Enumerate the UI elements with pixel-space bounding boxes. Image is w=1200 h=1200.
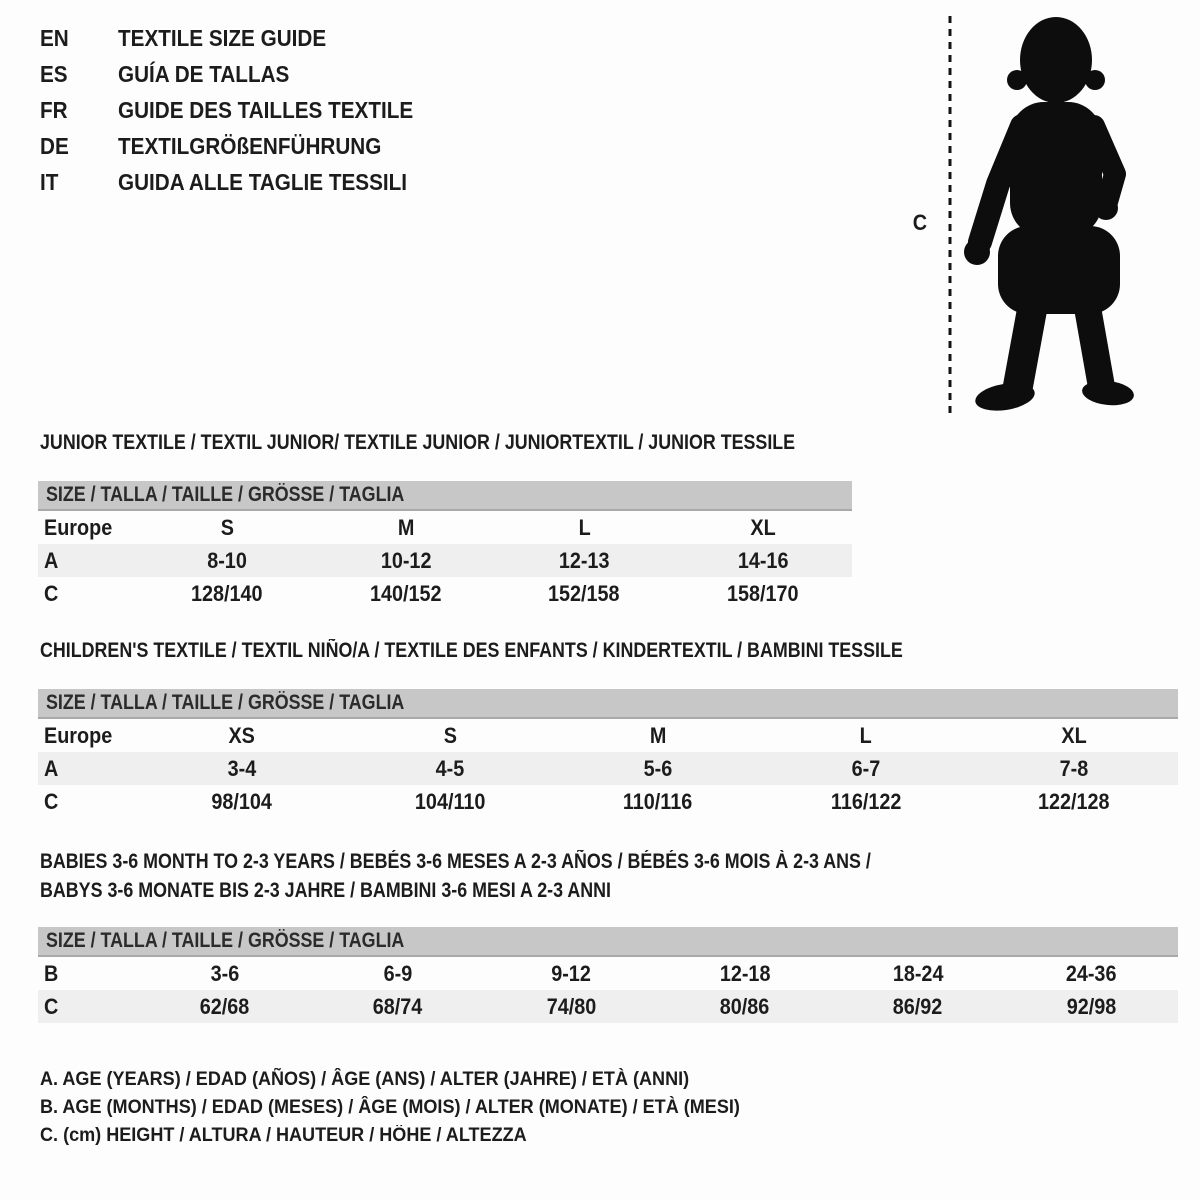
cell-text: Europe [44,722,113,748]
cell-text: M [649,722,667,748]
cell-text: 74/80 [546,993,597,1019]
table-cell [970,789,1178,815]
table-cell [674,548,853,574]
cell-text: 24-36 [1065,960,1117,986]
language-code: FR [40,96,68,123]
table-cell [346,789,554,815]
legend-line-b [40,1094,777,1122]
table-cell [138,515,317,541]
babies-section-title-line1 [40,850,1018,874]
language-code: DE [40,132,69,159]
table-cell [346,723,554,749]
table-row-months [38,957,1178,990]
row-label [38,756,138,782]
legend-text: A. AGE (YEARS) / EDAD (AÑOS) / ÂGE (ANS) / ALTER (JAHRE) / ETÀ (ANNI) [40,1069,690,1090]
table-cell [485,961,658,987]
table-cell [138,961,311,987]
table-row-height [38,990,1178,1023]
row-label [38,515,138,541]
cell-text: 3-6 [210,960,239,986]
cell-text: 158/170 [726,580,799,606]
children-size-table [38,689,1178,818]
language-code: EN [40,24,69,51]
table-cell [311,994,484,1020]
table-cell [554,756,762,782]
cell-text: XS [228,722,256,748]
cell-text: 6-9 [383,960,413,986]
table-cell [317,581,496,607]
language-row-en [40,20,446,56]
language-title: GUIDA ALLE TAGLIE TESSILI [118,168,408,195]
cell-text: 6-7 [851,755,881,781]
language-title: TEXTILGRÖßENFÜHRUNG [118,132,382,159]
cell-text: 8-10 [207,547,248,573]
cell-text: 5-6 [643,755,673,781]
legend-text: B. AGE (MONTHS) / EDAD (MESES) / ÂGE (MOIS) / ALTER (MONATE) / ETÀ (MESI) [40,1097,740,1118]
cell-text: 104/110 [414,788,486,814]
table-cell [138,723,346,749]
babies-section-title-line2 [40,879,712,903]
children-title-text: CHILDREN'S TEXTILE / TEXTIL NIÑO/A / TEXTILE DES ENFANTS / KINDERTEXTIL / BAMBINI TESSILE [40,639,903,662]
table-cell [554,723,762,749]
cell-text: XL [750,514,776,540]
cell-text: L [578,514,591,540]
table-row-age [38,544,852,577]
size-header-bar [38,481,852,511]
children-section-title [40,639,1055,663]
cell-text: 116/122 [830,788,902,814]
language-row-it [40,164,446,200]
size-header-text: SIZE / TALLA / TAILLE / GRÖSSE / TAGLIA [46,929,405,952]
language-row-fr [40,92,446,128]
row-label [38,789,138,815]
table-cell [495,515,674,541]
babies-title-text: BABYS 3-6 MONATE BIS 2-3 JAHRE / BAMBINI 3-6 MESI A 2-3 ANNI [40,879,611,902]
language-title: TEXTILE SIZE GUIDE [118,24,327,51]
cell-text: Europe [44,514,113,540]
table-cell [674,581,853,607]
babies-size-table [38,927,1178,1023]
cell-text: 4-5 [435,755,465,781]
legend-text: C. (cm) HEIGHT / ALTURA / HAUTEUR / HÖHE / ALTEZZA [40,1125,527,1146]
table-row-height [38,785,1178,818]
cell-text: B [44,960,59,986]
language-code: ES [40,60,68,87]
table-row-height [38,577,852,610]
table-row-age [38,752,1178,785]
cell-text: 140/152 [369,580,442,606]
cell-text: 128/140 [191,580,264,606]
cell-text: 18-24 [892,960,944,986]
legend-line-a [40,1066,777,1094]
table-cell [658,994,831,1020]
table-row-europe [38,511,852,544]
cell-text: C [44,580,59,606]
table-cell [138,789,346,815]
cell-text: L [859,722,873,748]
cell-text: A [44,755,59,781]
table-cell [831,961,1004,987]
row-label [38,961,138,987]
legend-line-c [40,1122,777,1150]
cell-text: 12-13 [558,547,610,573]
cell-text: 68/74 [373,993,423,1019]
size-header-bar [38,689,1178,719]
table-cell [138,756,346,782]
table-cell [495,548,674,574]
table-cell [762,756,970,782]
cell-text: C [44,788,59,814]
table-cell [658,961,831,987]
cell-text: 62/68 [199,993,250,1019]
table-cell [970,723,1178,749]
cell-text: S [220,514,234,540]
junior-size-table [38,481,852,610]
table-row-europe [38,719,1178,752]
cell-text: XL [1061,722,1087,748]
table-cell [495,581,674,607]
row-label [38,994,138,1020]
table-cell [970,756,1178,782]
row-label [38,548,138,574]
table-cell [554,789,762,815]
cell-text: S [443,722,457,748]
measurement-legend [40,1066,777,1150]
table-cell [762,789,970,815]
cell-text: 98/104 [211,788,273,814]
language-title: GUIDE DES TAILLES TEXTILE [118,96,414,123]
language-title: GUÍA DE TALLAS [118,60,290,87]
row-label [38,723,138,749]
cell-text: 110/116 [623,788,693,814]
language-code: IT [40,168,59,195]
language-list [40,20,446,200]
language-row-de [40,128,446,164]
cell-text: 7-8 [1059,755,1089,781]
table-cell [138,581,317,607]
row-label [38,581,138,607]
cell-text: M [397,514,414,540]
cell-text: A [44,547,59,573]
cell-text: 92/98 [1066,993,1117,1019]
babies-title-text: BABIES 3-6 MONTH TO 2-3 YEARS / BEBÉS 3-6 MESES A 2-3 AÑOS / BÉBÉS 3-6 MOIS À 2-3 ANS / [40,850,871,873]
size-header-text: SIZE / TALLA / TAILLE / GRÖSSE / TAGLIA [46,691,405,714]
cell-text: 10-12 [380,547,432,573]
table-cell [317,515,496,541]
toddler-silhouette-icon [958,14,1140,416]
language-row-es [40,56,446,92]
cell-text: 122/128 [1038,788,1110,814]
table-cell [762,723,970,749]
cell-text: C [44,993,59,1019]
table-cell [138,548,317,574]
size-header-bar [38,927,1178,957]
height-measure-line [946,16,954,416]
cell-text: 14-16 [737,547,789,573]
table-cell [1005,994,1178,1020]
table-cell [138,994,311,1020]
table-cell [1005,961,1178,987]
table-cell [346,756,554,782]
table-cell [485,994,658,1020]
table-cell [311,961,484,987]
junior-title-text: JUNIOR TEXTILE / TEXTIL JUNIOR/ TEXTILE JUNIOR / JUNIORTEXTIL / JUNIOR TESSILE [40,431,796,454]
cell-text: 80/86 [719,993,770,1019]
height-measure-label [902,210,938,236]
cell-text: 9-12 [551,960,592,986]
size-header-text: SIZE / TALLA / TAILLE / GRÖSSE / TAGLIA [46,483,405,506]
cell-text: 152/158 [548,580,621,606]
cell-text: 12-18 [719,960,770,986]
height-measure-letter: C [912,210,928,235]
cell-text: 3-4 [227,755,257,781]
table-cell [674,515,853,541]
table-cell [831,994,1004,1020]
cell-text: 86/92 [893,993,943,1019]
junior-section-title [40,431,928,455]
table-cell [317,548,496,574]
